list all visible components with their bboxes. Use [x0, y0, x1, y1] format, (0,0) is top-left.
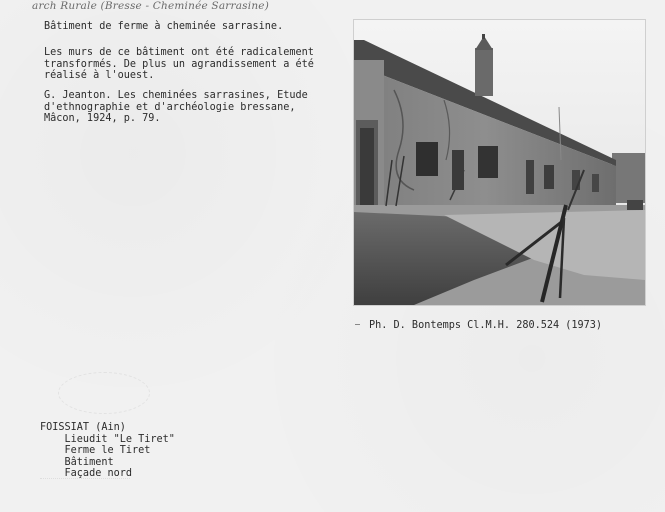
farm-building-photo [353, 19, 646, 306]
handwritten-note: arch Rurale (Bresse - Cheminée Sarrasine) [32, 0, 270, 12]
location-block [40, 422, 175, 480]
location-line: Bâtiment [40, 456, 114, 468]
location-line: Lieudit "Le Tiret" [40, 433, 175, 445]
location-line: Façade nord [40, 468, 133, 480]
faint-stamp [58, 372, 150, 414]
description-line: transformés. De plus un agrandissement a été [44, 58, 314, 70]
photo-illustration [354, 20, 645, 305]
reference-line: Mâcon, 1924, p. 79. [44, 113, 161, 125]
faint-mark [40, 478, 130, 479]
card-title: Bâtiment de ferme à cheminée sarrasine. [44, 21, 284, 32]
photo-credit: Ph. D. Bontemps Cl.M.H. 280.524 (1973) [369, 320, 603, 331]
credit-dash [355, 324, 360, 325]
reference-line: G. Jeanton. Les cheminées sarrasines, Etude [44, 90, 308, 101]
description-line: Les murs de ce bâtiment ont été radicalement [44, 47, 314, 58]
reference-line: d'ethnographie et d'archéologie bressane, [44, 101, 296, 113]
bibliographic-reference [44, 90, 308, 125]
location-line: FOISSIAT (Ain) [40, 422, 126, 433]
description [44, 47, 314, 82]
location-line: Ferme le Tiret [40, 445, 151, 457]
description-line: réalisé à l'ouest. [44, 70, 155, 82]
